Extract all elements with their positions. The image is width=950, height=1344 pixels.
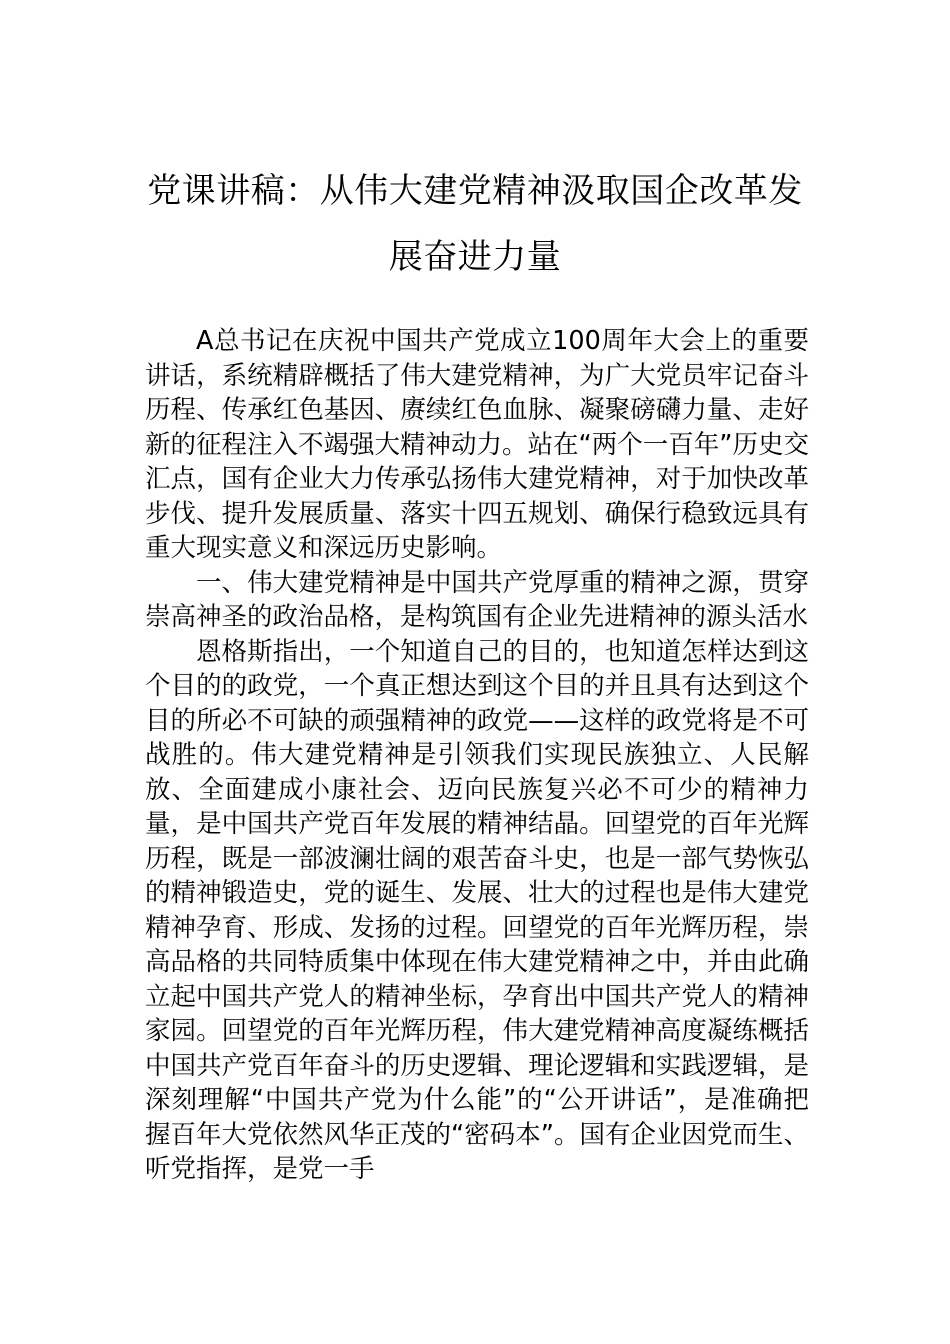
body-paragraph: 恩格斯指出，一个知道自己的目的，也知道怎样达到这个目的的政党，一个真正想达到这个目的并且具有达到这个目的所必不可缺的顽强精神的政党——这样的政党将是不可战胜的。伟大建党精神是引领我们实现民族独立、人民解放、全面建成小康社会、迈向民族复兴必不可少的精神力量，是中国共产党百年发展的精神结晶。回望党的百年光辉历程，既是一部波澜壮阔的艰苦奋斗史，也是一部气势恢弘的精神锻造史，党的诞生、发展、壮大的过程也是伟大建党精神孕育、形成、发扬的过程。回望党的百年光辉历程，崇高品格的共同特质集中体现在伟大建党精神之中，并由此确立起中国共产党人的精神坐标，孕育出中国共产党人的精神家园。回望党的百年光辉历程，伟大建党精神高度凝练概括中国共产党百年奋斗的历史逻辑、理论逻辑和实践逻辑，是深刻理解“中国共产党为什么能”的“公开讲话”，是准确把握百年大党依然风华正茂的“密码本”。国有企业因党而生、听党指挥，是党一手 [145,636,809,1184]
intro-paragraph: A总书记在庆祝中国共产党成立100周年大会上的重要讲话，系统精辟概括了伟大建党精神，为广大党员牢记奋斗历程、传承红色基因、赓续红色血脉、凝聚磅礴力量、走好新的征程注入不竭强大精神动力。站在“两个一百年”历史交汇点，国有企业大力传承弘扬伟大建党精神，对于加快改革步伐、提升发展质量、落实十四五规划、确保行稳致远具有重大现实意义和深远历史影响。 [145,326,809,563]
document-body [145,324,809,1187]
document-title: 党课讲稿：从伟大建党精神汲取国企改革发展奋进力量 [147,171,803,277]
section-heading-1: 一、伟大建党精神是中国共产党厚重的精神之源，贯穿崇高神圣的政治品格，是构筑国有企业先进精神的源头活水 [145,567,809,632]
